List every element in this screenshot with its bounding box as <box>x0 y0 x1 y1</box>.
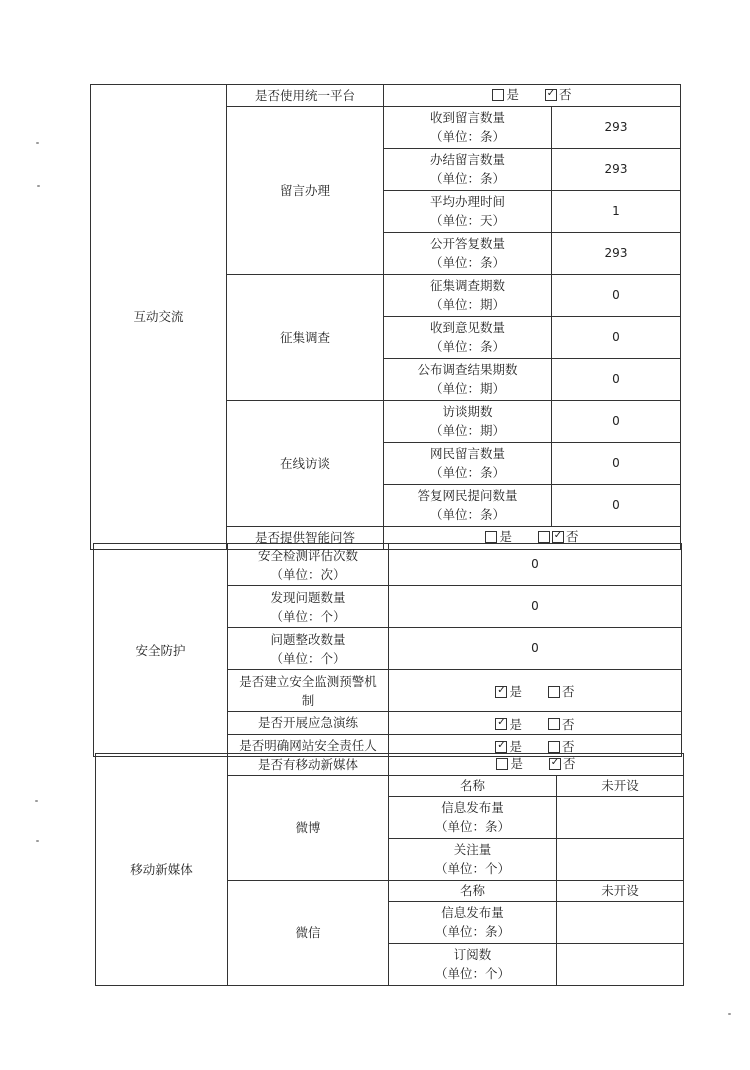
checkbox-icon[interactable] <box>496 758 508 770</box>
option-yes[interactable]: ✓ 是 <box>495 737 522 756</box>
answers-value: 0 <box>552 484 681 526</box>
interview-periods-label: 访谈期数 （单位：期） <box>384 400 552 442</box>
scan-mark <box>36 142 39 144</box>
checked-box-icon[interactable] <box>549 758 561 770</box>
scan-mark <box>35 800 38 802</box>
weibo-group-cell: 微博 <box>228 775 389 880</box>
survey-periods-value: 0 <box>552 274 681 316</box>
interaction-category-cell <box>91 85 227 550</box>
avg-time-label: 平均办理时间 （单位：天） <box>384 190 552 232</box>
security-table <box>93 543 682 757</box>
received-label: 收到留言数量 （单位：条） <box>384 106 552 148</box>
public-reply-value: 293 <box>552 232 681 274</box>
interview-group-cell: 在线访谈 <box>227 400 384 526</box>
media-category-cell: 移动新媒体 <box>96 754 228 986</box>
survey-results-value: 0 <box>552 358 681 400</box>
checked-box-icon[interactable] <box>495 741 507 753</box>
netizen-msgs-value: 0 <box>552 442 681 484</box>
survey-periods-label: 征集调查期数 （单位：期） <box>384 274 552 316</box>
issues-value: 0 <box>389 586 682 628</box>
unified-platform-options <box>384 85 681 107</box>
issues-label: 发现问题数量 （单位：个） <box>228 586 389 628</box>
checks-label: 安全检测评估次数 （单位：次） <box>228 544 389 586</box>
handled-label: 办结留言数量 （单位：条） <box>384 148 552 190</box>
scan-mark <box>36 840 39 842</box>
media-table <box>95 753 684 986</box>
category-label: 互动交流 <box>133 309 184 325</box>
wechat-group-cell: 微信 <box>228 880 389 985</box>
checked-box-icon[interactable] <box>545 89 557 101</box>
handled-value: 293 <box>552 148 681 190</box>
interview-periods-value: 0 <box>552 400 681 442</box>
checkbox-icon[interactable] <box>485 531 497 543</box>
drill-label: 是否开展应急演练 <box>228 712 389 735</box>
scan-mark <box>728 1013 731 1015</box>
wechat-subscribers-value <box>557 943 684 985</box>
received-value: 293 <box>552 106 681 148</box>
warning-options <box>389 670 682 712</box>
option-no[interactable]: 否 <box>548 715 575 734</box>
option-yes[interactable]: ✓ 是 <box>495 682 522 701</box>
checkbox-icon[interactable] <box>538 531 550 543</box>
weibo-posts-value <box>557 796 684 838</box>
wechat-name-value: 未开设 <box>557 880 684 901</box>
option-yes[interactable]: ✓ 是 <box>495 715 522 734</box>
checked-box-icon[interactable] <box>552 531 564 543</box>
security-category-cell: 安全防护 <box>94 544 228 757</box>
option-no[interactable]: ✓ 否 <box>545 85 572 104</box>
option-no[interactable]: ✓ 否 <box>549 754 576 773</box>
drill-options <box>389 712 682 735</box>
weibo-name-label: 名称 <box>389 775 557 796</box>
weibo-posts-label: 信息发布量 （单位：条） <box>389 796 557 838</box>
wechat-subscribers-label: 订阅数 （单位：个） <box>389 943 557 985</box>
smart-qa-label: 是否提供智能问答 <box>227 526 384 549</box>
checked-box-icon[interactable] <box>495 718 507 730</box>
option-yes[interactable]: 是 <box>492 85 519 104</box>
option-yes[interactable]: 是 <box>496 754 523 773</box>
survey-results-label: 公布调查结果期数 （单位：期） <box>384 358 552 400</box>
survey-group-cell: 征集调查 <box>227 274 384 400</box>
option-no[interactable]: ✓ 否 <box>538 527 579 546</box>
checkbox-icon[interactable] <box>548 741 560 753</box>
fixed-value: 0 <box>389 628 682 670</box>
has-media-options <box>389 754 684 776</box>
unified-platform-label: 是否使用统一平台 <box>227 85 384 107</box>
opinions-value: 0 <box>552 316 681 358</box>
checks-value: 0 <box>389 544 682 586</box>
wechat-posts-label: 信息发布量 （单位：条） <box>389 901 557 943</box>
checkbox-icon[interactable] <box>492 89 504 101</box>
wechat-posts-value <box>557 901 684 943</box>
message-group-cell: 留言办理 <box>227 106 384 274</box>
has-media-label: 是否有移动新媒体 <box>228 754 389 776</box>
checkbox-icon[interactable] <box>548 718 560 730</box>
option-no[interactable]: 否 <box>548 682 575 701</box>
option-no[interactable]: 否 <box>548 737 575 756</box>
wechat-name-label: 名称 <box>389 880 557 901</box>
public-reply-label: 公开答复数量 （单位：条） <box>384 232 552 274</box>
opinions-label: 收到意见数量 （单位：条） <box>384 316 552 358</box>
scan-mark <box>37 185 40 187</box>
answers-label: 答复网民提问数量 （单位：条） <box>384 484 552 526</box>
warning-label: 是否建立安全监测预警机 制 <box>228 670 389 712</box>
option-yes[interactable]: 是 <box>485 527 512 546</box>
weibo-followers-label: 关注量 （单位：个） <box>389 838 557 880</box>
fixed-label: 问题整改数量 （单位：个） <box>228 628 389 670</box>
weibo-name-value: 未开设 <box>557 775 684 796</box>
checkbox-icon[interactable] <box>548 686 560 698</box>
netizen-msgs-label: 网民留言数量 （单位：条） <box>384 442 552 484</box>
avg-time-value: 1 <box>552 190 681 232</box>
checked-box-icon[interactable] <box>495 686 507 698</box>
interaction-table <box>90 84 681 550</box>
responsible-label: 是否明确网站安全责任人 <box>228 734 389 757</box>
weibo-followers-value <box>557 838 684 880</box>
